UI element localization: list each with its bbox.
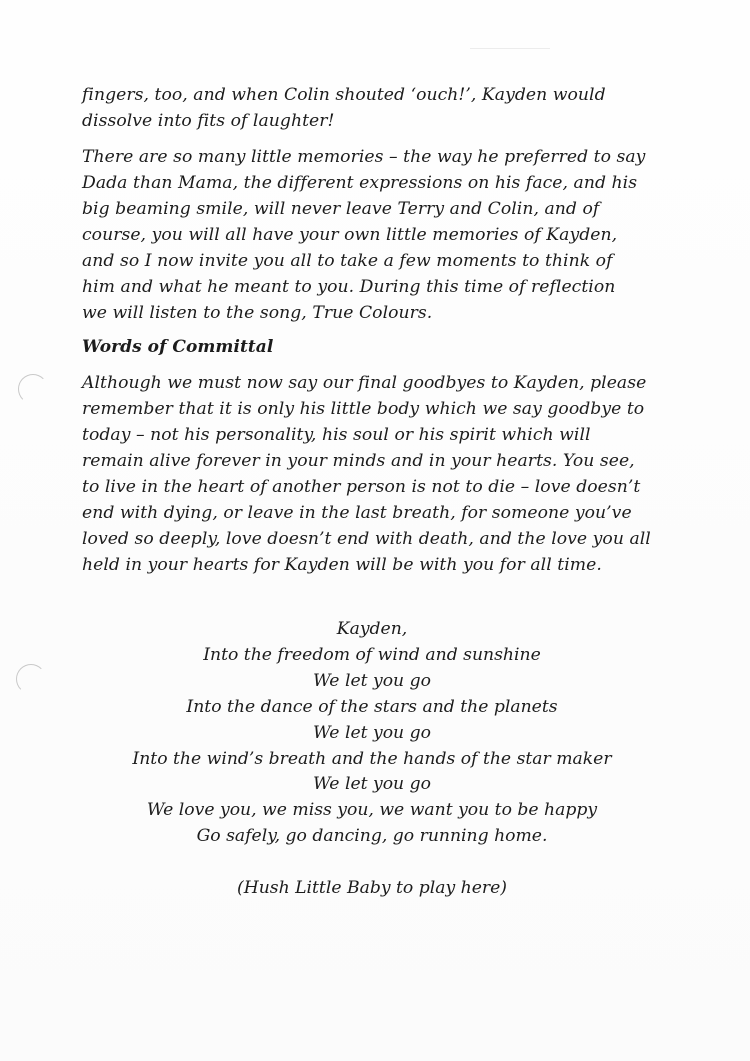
text-line: There are so many little memories – the way he preferred to say	[82, 147, 646, 167]
text-line: held in your hearts for Kayden will be with you for all time.	[82, 555, 602, 575]
verse-line: We let you go	[313, 722, 431, 743]
verse-line: We let you go	[313, 774, 431, 795]
text-line: we will listen to the song, True Colours.	[82, 303, 433, 323]
text-line: loved so deeply, love doesn’t end with death, and the love you all	[82, 529, 651, 549]
body-text	[82, 82, 682, 588]
section-heading: Words of Committal	[82, 337, 274, 357]
verse-line: We let you go	[313, 670, 431, 691]
scan-artifact	[470, 48, 550, 49]
verse-line: We love you, we miss you, we want you to be happy	[146, 800, 598, 821]
text-line: Dada than Mama, the different expressions on his face, and his	[82, 173, 638, 193]
verse-line: Kayden,	[336, 619, 408, 639]
text-line: big beaming smile, will never leave Terry and Colin, and of	[82, 199, 600, 219]
verse-line: Into the dance of the stars and the planets	[186, 696, 558, 717]
text-line: remember that it is only his little body which we say goodbye to	[82, 399, 645, 419]
text-line: dissolve into fits of laughter!	[82, 111, 335, 131]
text-line: end with dying, or leave in the last breath, for someone you’ve	[82, 503, 632, 523]
paragraph-memories	[82, 144, 682, 326]
punch-hole	[18, 374, 48, 404]
committal-verse	[82, 617, 662, 850]
verse-line: Go safely, go dancing, go running home.	[196, 826, 548, 847]
text-line: to live in the heart of another person is not to die – love doesn’t	[82, 477, 641, 497]
text-line: and so I now invite you all to take a few moments to think of	[82, 251, 613, 271]
verse-line: Into the freedom of wind and sunshine	[203, 644, 541, 665]
text-line: fingers, too, and when Colin shouted ‘ouch!’, Kayden would	[82, 85, 606, 105]
music-cue-note: (Hush Little Baby to play here)	[237, 878, 507, 898]
paragraph-committal	[82, 370, 682, 578]
text-line: him and what he meant to you. During this time of reflection	[82, 277, 616, 297]
text-line: remain alive forever in your minds and in your hearts. You see,	[82, 451, 635, 471]
paragraph-continuation	[82, 82, 682, 134]
punch-hole	[16, 664, 46, 694]
text-line: Although we must now say our final goodbyes to Kayden, please	[82, 373, 647, 393]
text-line: today – not his personality, his soul or his spirit which will	[82, 425, 591, 445]
verse-line: Into the wind’s breath and the hands of the star maker	[132, 748, 612, 769]
text-line: course, you will all have your own little memories of Kayden,	[82, 225, 618, 245]
